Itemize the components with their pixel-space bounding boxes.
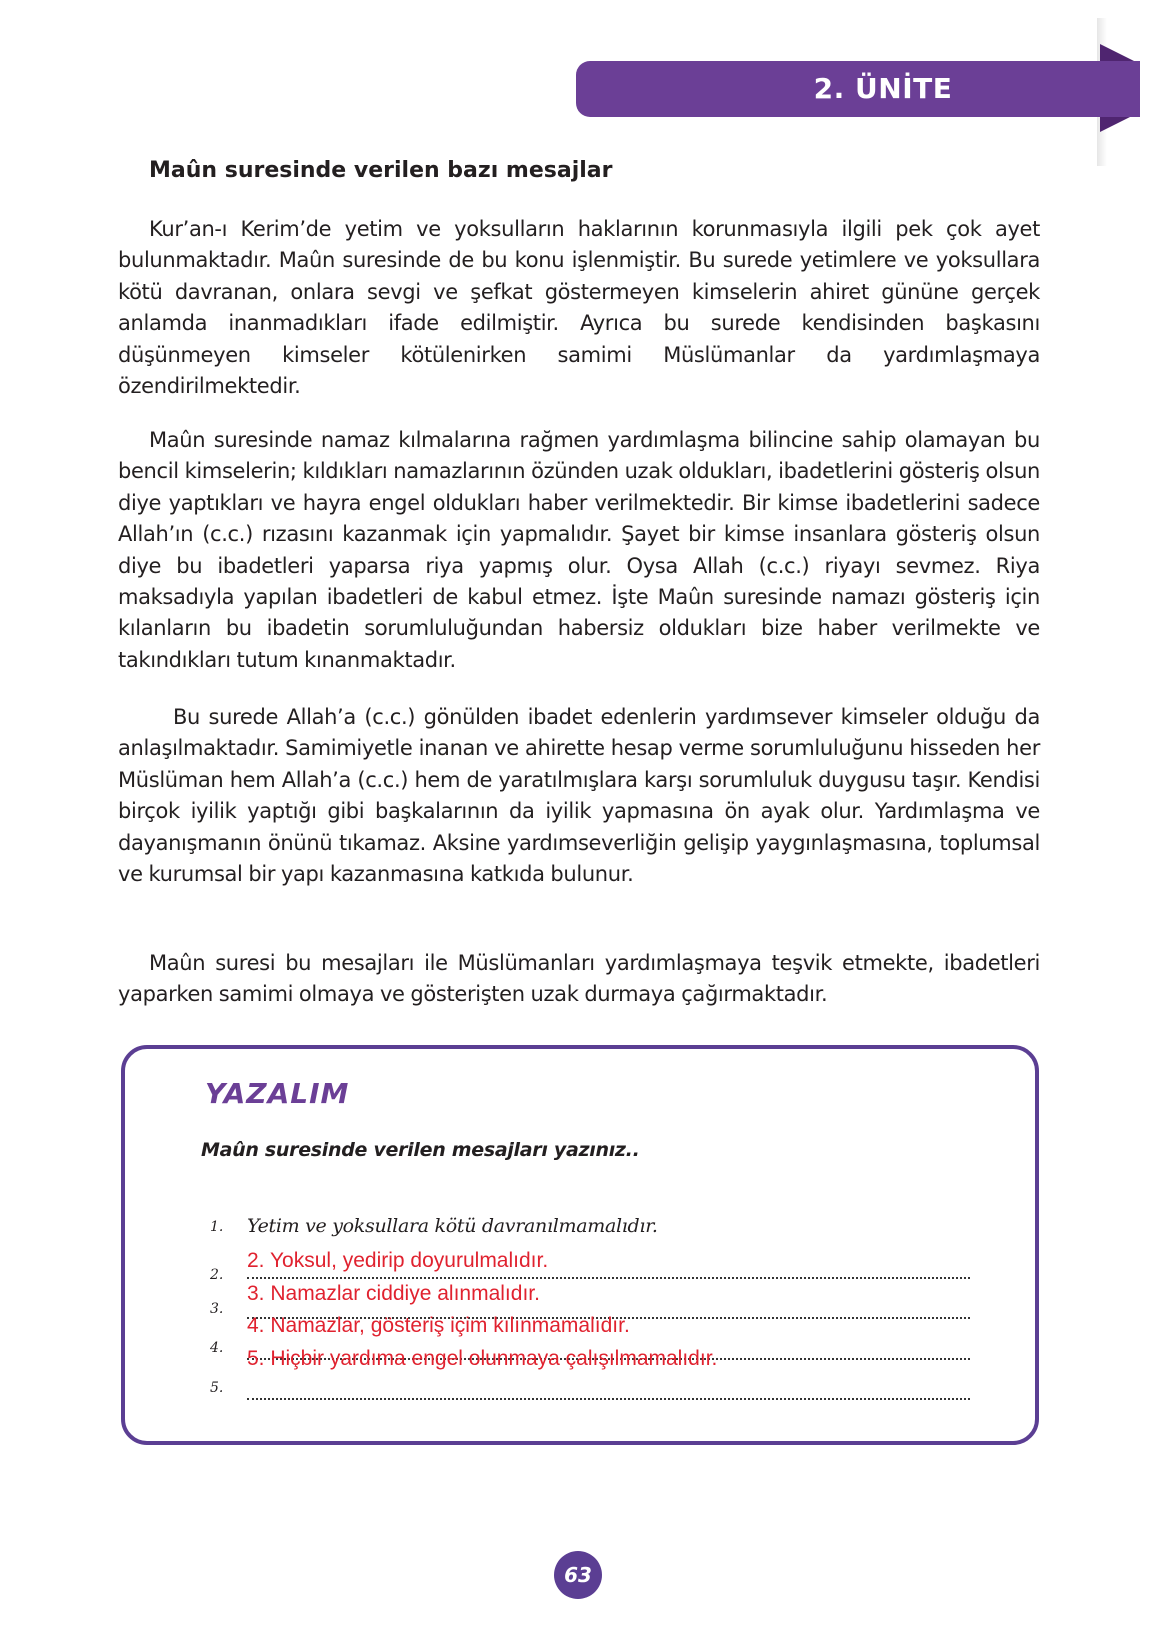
paragraph-3: Bu surede Allah’a (c.c.) gönülden ibadet edenlerin yardımsever kimseler olduğu da anlaşılmaktadır. Samimiyetle inanan ve ahirette hesap verme sorumluluğunu hisseden her Müslüman hem Allah’a (c.c.) hem de yaratılmışlara karşı sorumluluk duygusu taşır. Kendisi birçok iyilik yaptığı gibi başkalarının da iyilik yapmasına ön ayak olur. Yardımlaşma ve dayanışmanın önünü tıkamaz. Aksine yardımseverliğin gelişip yaygınlaşmasına, toplumsal ve kurumsal bir yapı kazanmasına katkıda bulunur. [118,705,1040,887]
exercise-box [121,1045,1039,1445]
red-answer-5: 5. Hiçbir yardıma engel olunmaya çalışılmamalıdır. [247,1347,718,1370]
answer-number: 4. [210,1340,224,1356]
answer-number: 3. [210,1301,224,1317]
paragraph-2: Maûn suresinde namaz kılmalarına rağmen yardımlaşma bilincine sahip olamayan bu bencil kimselerin; kıldıkları namazlarının özünden uzak oldukları, ibadetlerini gösteriş olsun diye yaptıkları ve hayra engel oldukları haber verilmektedir. Bir kimse ibadetlerini sadece Allah’ın (c.c.) rızasını kazanmak için yapmalıdır. Şayet bir kimse insanlara gösteriş olsun diye bu ibadetleri yaparsa riya yapmış olur. Oysa Allah (c.c.) riyayı sevmez. Riya maksadıyla yapılan ibadetleri de kabul etmez. İşte Maûn suresinde namazı gösteriş için kılanların bu ibadetin sorumluluğundan habersiz oldukları bize haber verilmekte ve takındıkları tutum kınanmaktadır. [118,428,1040,672]
red-answer-4: 4. Namazlar, gösteriş içim kılınmamalıdır. [247,1314,630,1337]
red-answer-2: 2. Yoksul, yedirip doyurulmalıdır. [247,1249,549,1272]
answer-number: 2. [210,1267,224,1283]
unit-banner-label: 2. ÜNİTE [813,72,953,105]
answer-dotted-line[interactable] [247,1398,970,1400]
unit-banner [576,61,1140,117]
page-number-badge: 63 [554,1551,602,1599]
exercise-instruction: Maûn suresinde verilen mesajları yazınız.. [201,1139,640,1161]
answer-number: 5. [210,1380,224,1396]
paragraph-1: Kur’an-ı Kerim’de yetim ve yoksulların haklarının korunmasıyla ilgili pek çok ayet bulunmaktadır. Maûn suresinde de bu konu işlenmiştir. Bu surede yetimlere ve yoksullara kötü davranan, onlara sevgi ve şefkat göstermeyen kimselerin ahiret gününe gerçek anlamda inanmadıkları ifade edilmiştir. Ayrıca bu surede kendisinden başkasını düşünmeyen kimseler kötülenirken samimi Müslümanlar da yardımlaşmaya özendirilmektedir. [118,217,1040,399]
section-heading: Maûn suresinde verilen bazı mesajlar [149,158,613,183]
paragraph-4: Maûn suresi bu mesajları ile Müslümanları yardımlaşmaya teşvik etmekte, ibadetleri yaparken samimi olmaya ve gösterişten uzak durmaya çağırmaktadır. [118,951,1040,1007]
answer-dotted-line[interactable] [247,1277,970,1279]
answer-number: 1. [210,1219,224,1235]
exercise-title: YAZALIM [205,1077,350,1110]
red-answer-3: 3. Namazlar ciddiye alınmalıdır. [247,1282,540,1305]
answer-given-text: Yetim ve yoksullara kötü davranılmamalıdır. [247,1215,658,1237]
